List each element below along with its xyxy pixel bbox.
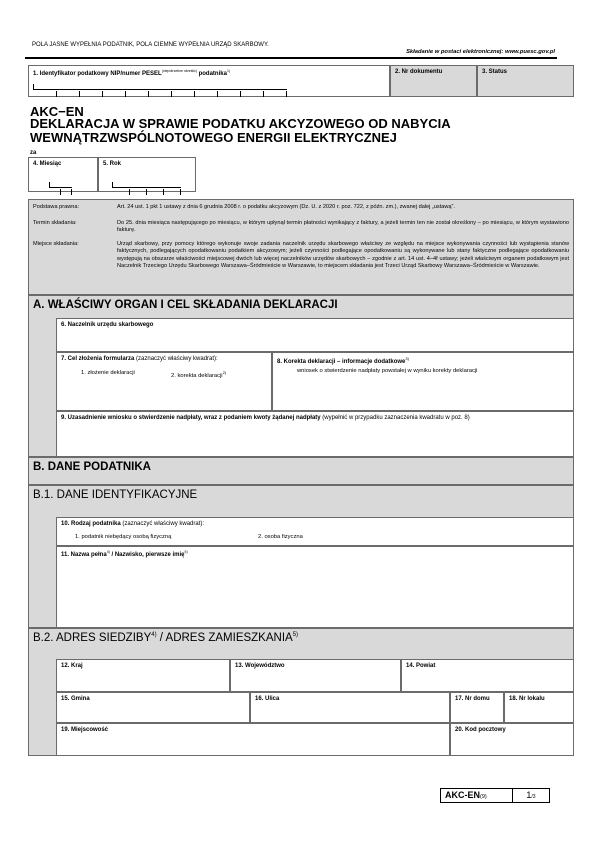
option-submission[interactable]: 1. złożenie deklaracji <box>81 370 135 376</box>
field-4-month[interactable] <box>28 157 98 192</box>
field-8-correction-info <box>272 352 574 411</box>
section-b <box>28 457 574 485</box>
deadline-key: Termin składania: <box>33 220 77 226</box>
field-7-label: 7. Cel złożenia formularza (zaznaczyć właściwy kwadrat): <box>61 356 218 362</box>
place-key: Miejsce składania: <box>33 241 79 247</box>
nip-digit-comb[interactable] <box>33 84 287 90</box>
legal-basis-value: Art. 24 ust. 1 pkt 1 ustawy z dnia 6 grudnia 2008 r. o podatku akcyzowym (Dz. U. z 2020 r. poz. 722, z późn. zm.), zwanej dalej „ustawą”. <box>117 204 455 210</box>
section-a-title: A. WŁAŚCIWY ORGAN I CEL SKŁADANIA DEKLARACJI <box>33 299 338 311</box>
field-5-label: 5. Rok <box>103 161 122 167</box>
section-b2-title: B.2. ADRES SIEDZIBY$^{4)}$ / ADRES ZAMIESZKANIA$^{5)}$ <box>33 632 299 644</box>
field-18-label: 18. Nr lokalu <box>509 696 545 702</box>
field-10-taxpayer-type <box>56 517 574 546</box>
option-overpayment-request[interactable]: wniosek o stwierdzenie nadpłaty powstałej w wyniku korekty deklaracji <box>297 368 478 374</box>
field-3-status <box>477 65 574 97</box>
option-natural-person[interactable]: 2. osoba fizyczna <box>258 534 303 540</box>
form-title-line-1: DEKLARACJA W SPRAWIE PODATKU AKCYZOWEGO OD NABYCIA <box>30 116 451 131</box>
field-8-label: 8. Korekta deklaracji – informacje dodatkowe$^{3)}$ <box>277 356 409 365</box>
field-9-label: 9. Uzasadnienie wniosku o stwierdzenie nadpłaty, wraz z podaniem kwoty żądanej nadpłaty (wypełnić w przypadku zaznaczenia kwadratu w poz. 8) <box>61 415 470 421</box>
field-16-label: 16. Ulica <box>255 696 280 702</box>
field-4-label: 4. Miesiąc <box>33 161 62 167</box>
field-14-county[interactable] <box>401 659 574 692</box>
field-1-nip-pesel[interactable] <box>28 65 390 97</box>
field-3-label: 3. Status <box>482 69 508 75</box>
form-code-title: AKC−EN <box>30 104 84 119</box>
field-6-label: 6. Naczelnik urzędu skarbowego <box>61 322 154 328</box>
field-19-label: 19. Miejscowość <box>61 727 109 733</box>
electronic-submission-note: Składanie w postaci elektronicznej: www.puesc.gov.pl <box>406 49 555 55</box>
field-15-label: 15. Gmina <box>61 696 90 702</box>
field-15-commune[interactable] <box>56 692 250 723</box>
field-13-voivodeship[interactable] <box>230 659 401 692</box>
field-17-house-number[interactable] <box>450 692 504 723</box>
deadline-value: Do 25. dnia miesiąca następującego po miesiącu, w którym upłynął termin płatności wynikający z faktury, a jeżeli termin ten nie został określony – po miesiącu, w którym wystawiono fakturę. <box>117 220 569 234</box>
field-18-apartment-number[interactable] <box>504 692 574 723</box>
top-rule <box>25 57 557 59</box>
field-2-document-number <box>390 65 477 97</box>
form-title <box>30 117 570 145</box>
field-17-label: 17. Nr domu <box>455 696 490 702</box>
field-14-label: 14. Powiat <box>406 663 436 669</box>
field-20-label: 20. Kod pocztowy <box>455 727 506 733</box>
za-label: za <box>30 150 37 156</box>
form-title-line-2: WEWNĄTRZWSPÓLNOTOWEGO ENERGII ELEKTRYCZNEJ <box>30 130 397 145</box>
field-2-label: 2. Nr dokumentu <box>395 69 443 75</box>
field-1-label: 1. Identyfikator podatkowy NIP/numer $PESEL^{(niepotrzebne skreślić)}$ podatnika$^{1)}$ <box>33 69 231 77</box>
field-16-street[interactable] <box>250 692 450 723</box>
legal-info-box <box>28 199 574 295</box>
field-12-country[interactable] <box>56 659 230 692</box>
legal-basis-key: Podstawa prawna: <box>33 204 80 210</box>
place-value: Urząd skarbowy, przy pomocy którego wykonuje swoje zadania naczelnik urzędu skarbowego właściwy ze względu na miejsce wykonywania czynności lub wystąpienia stanów faktycznych, podlegających opodatkowaniu podatkiem akcyzowym; jeżeli czynności podlegające opodatkowaniu są wykonywane lub stany faktyczne podlegające opodatkowaniu występują na obszarze właściwości miejscowej dwóch lub więcej naczelników urzędów skarbowych – zgodnie z art. 14 ust. 4–4f ustawy; jeżeli właściwym organem podatkowym jest Naczelnik Trzeciego Urzędu Skarbowego Warszawa–Śródmieście w Warszawie, to miejscem składania jest Trzeci Urząd Skarbowy Warszawa–Śródmieście w Warszawie. <box>117 241 569 269</box>
form-footer <box>440 788 550 803</box>
field-7-purpose <box>56 352 272 411</box>
field-6-tax-office[interactable] <box>56 318 574 352</box>
field-5-year[interactable] <box>98 157 196 192</box>
field-11-name[interactable] <box>56 546 574 628</box>
option-non-natural-person[interactable]: 1. podatnik niebędący osobą fizyczną <box>75 534 172 540</box>
option-correction[interactable]: 2. korekta deklaracji$^{2)}$ <box>171 370 227 379</box>
year-digit-comb[interactable] <box>112 182 181 188</box>
field-11-label: 11. Nazwa pełna$^{4)}$ / Nazwisko, pierwsze imię$^{5)}$ <box>61 550 188 558</box>
field-12-label: 12. Kraj <box>61 663 83 669</box>
field-10-label: 10. Rodzaj podatnika (zaznaczyć właściwy kwadrat): <box>61 521 205 527</box>
field-9-justification[interactable] <box>56 411 574 457</box>
footer-form-code: AKC-EN(9) <box>441 789 513 802</box>
section-b1-title: B.1. DANE IDENTYFIKACYJNE <box>33 489 198 501</box>
field-20-postal-code[interactable] <box>450 723 574 756</box>
month-digit-comb[interactable] <box>49 182 72 188</box>
field-19-city[interactable] <box>56 723 450 756</box>
section-b-title: B. DANE PODATNIKA <box>33 461 151 473</box>
footer-page-number: 1/3 <box>526 790 536 800</box>
fill-instructions: POLA JASNE WYPEŁNIA PODATNIK, POLA CIEMNE WYPEŁNIA URZĄD SKARBOWY. <box>32 42 269 48</box>
field-13-label: 13. Województwo <box>235 663 285 669</box>
